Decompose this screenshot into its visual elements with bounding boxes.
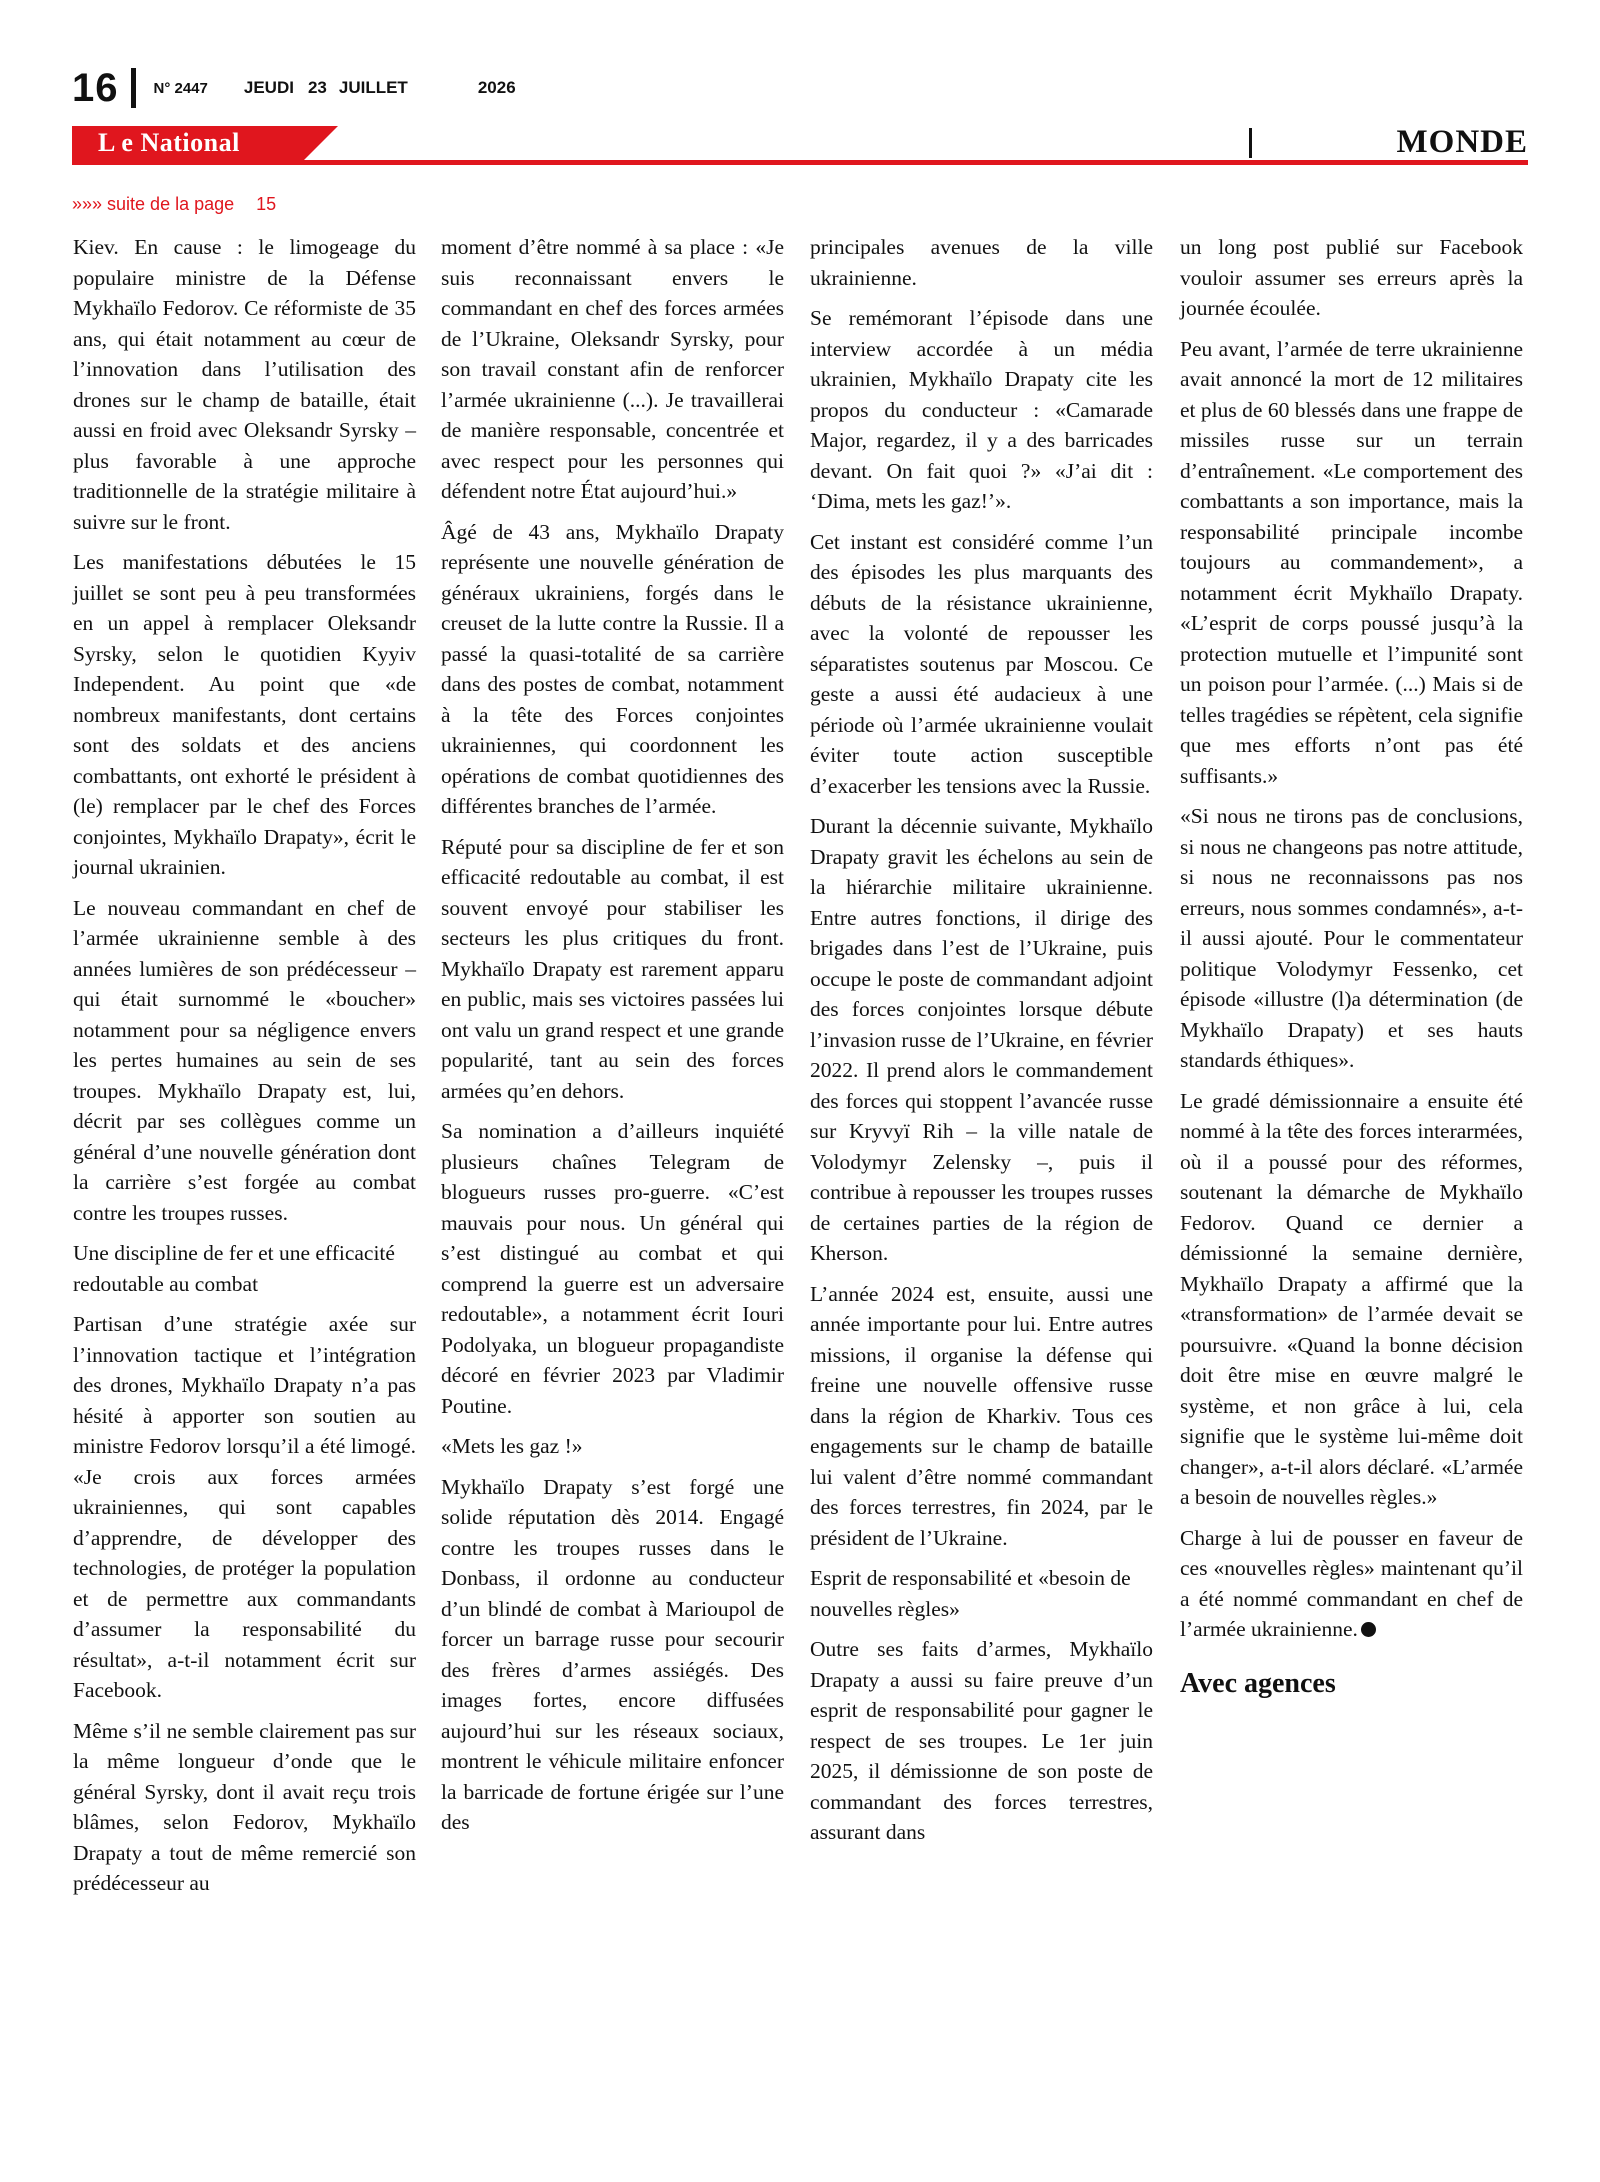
paragraph: «Si nous ne tirons pas de conclusions, si nous ne changeons pas notre attitude, si nous ne reconnaissons pas nos erreurs, nous sommes condamnés», a-t-il aussi ajouté. Pour le commentateur politique Volodymyr Fessenko, cet épisode «illustre (l)a détermination (de Mykhaïlo Drapaty) et ses hauts standards éthiques». [1180,804,1523,1072]
paragraph: Se remémorant l’épisode dans une interview accordée à un média ukrainien, Mykhaïlo Drapaty cite les propos du conducteur : «Camarade Major, regardez, il y a des barricades devant. On fait quoi ?» «J’ai dit : ‘Dima, mets les gaz!’». [810,306,1153,513]
brand-tab-slant [302,126,338,162]
continued-label: »»» suite de la page [72,194,235,214]
article-column-4 [1180,232,1523,1699]
subheading: Esprit de responsabilité et «besoin de nouvelles règles» [810,1566,1131,1621]
paragraph: principales avenues de la ville ukrainienne. [810,235,1153,290]
header-separator [131,68,136,108]
continued-page: 15 [256,194,277,214]
paragraph: Le gradé démissionnaire a ensuite été nommé à la tête des forces interarmées, où il a poussé pour des réformes, soutenant la démarche de Mykhaïlo Fedorov. Quand ce dernier a démissionné la semaine dernière, Mykhaïlo Drapaty a affirmé que la «transformation» de l’armée devait se poursuivre. «Quand la bonne décision doit être mise en œuvre malgré le système, et non grâce à lui, cela signifie que le système lui-même doit changer», a-t-il alors déclaré. «L’armée a besoin de nouvelles règles.» [1180,1088,1523,1509]
date-month: JUILLET [338,78,408,97]
paragraph: L’année 2024 est, ensuite, aussi une année importante pour lui. Entre autres missions, il organise la défense qui freine une nouvelle offensive russe dans la région de Kharkiv. Tous ces engagements sur le champ de bataille lui valent d’être nommé commandant des forces terrestres, fin 2024, par le président de l’Ukraine. [810,1281,1153,1550]
end-of-article-icon [1361,1622,1376,1637]
header-rule [72,160,1528,165]
paragraph: moment d’être nommé à sa place : «Je suis reconnaissant envers le commandant en chef des forces armées de l’Ukraine, Oleksandr Syrsky, pour son travail constant afin de renforcer l’armée ukrainienne (...). Je travaillerai de manière responsable, concentrée et avec respect pour les personnes qui défendent notre État aujourd’hui.» [441,235,784,503]
paragraph: Les manifestations débutées le 15 juillet se sont peu à peu transformées en un appel à remplacer Oleksandr Syrsky, selon le quotidien Kyyiv Independent. Au point que «de nombreux manifestants, dont certains sont des soldats et des anciens combattants, ont exhorté le président à (le) remplacer par le chef des Forces conjointes, Mykhaïlo Drapaty», écrit le journal ukrainien. [73,550,416,879]
page-number: 16 [72,65,119,110]
weekday: JEUDI [243,78,294,97]
paragraph: Âgé de 43 ans, Mykhaïlo Drapaty représente une nouvelle génération de généraux ukrainiens, forgés dans le creuset de la lutte contre la Russie. Il a passé la quasi-totalité de sa carrière dans des postes de combat, notamment à la tête des Forces conjointes ukrainiennes, qui coordonnent les opérations de combat quotidiennes des différentes branches de l’armée. [441,519,784,818]
paragraph: Partisan d’une stratégie axée sur l’innovation tactique et l’intégration des drones, Mykhaïlo Drapaty n’a pas hésité à apporter son soutien au ministre Fedorov lorsqu’il a été limogé. «Je crois aux forces armées ukrainiennes, qui sont capables d’apprendre, de développer des technologies, de protéger la population et de permettre aux commandants d’assumer la responsabilité du résultat», a-t-il notamment écrit sur Facebook. [73,1312,416,1702]
final-paragraph [1180,1523,1523,1645]
subheading: «Mets les gaz !» [441,1434,583,1458]
date-day: 23 [307,78,327,97]
newspaper-logo: L e National [98,128,240,157]
article-column-1 [73,232,416,1909]
paragraph: un long post publié sur Facebook vouloir assumer ses erreurs après la journée écoulée. [1180,235,1523,320]
paragraph: Outre ses faits d’armes, Mykhaïlo Drapaty a aussi su faire preuve d’un esprit de responsabilité pour gagner le respect de ses troupes. Le 1er juin 2025, il démissionne de son poste de commandant des forces terrestres, assurant dans [810,1637,1153,1844]
brand-bar [72,126,1528,166]
issue-number: N° 2447 [153,79,208,97]
paragraph: Réputé pour sa discipline de fer et son efficacité redoutable au combat, il est souvent envoyé pour stabiliser les secteurs les plus critiques du front. Mykhaïlo Drapaty est rarement apparu en public, mais ses victoires passées lui ont valu un grand respect et une grande popularité, tant au sein des forces armées qu’en dehors. [441,834,784,1103]
paragraph: Sa nomination a d’ailleurs inquiété plusieurs chaînes Telegram de blogueurs russes pro-guerre. «C’est mauvais pour nous. Un général qui s’est distingué au combat et qui comprend la guerre est un adversaire redoutable», a notamment écrit Iouri Podolyaka, un blogueur propagandiste décoré en février 2023 par Vladimir Poutine. [441,1119,784,1418]
subheading: Une discipline de fer et une efficacité redoutable au combat [73,1241,395,1296]
page-header [72,64,546,112]
paragraph: Cet instant est considéré comme l’un des épisodes les plus marquants des débuts de la résistance ukrainienne, avec la volonté de repousser les séparatistes soutenus par Moscou. Ce geste a aussi été audacieux à une période où l’armée ukrainienne voulait éviter toute action susceptible d’exacerber les tensions avec la Russie. [810,529,1153,798]
paragraph: Peu avant, l’armée de terre ukrainienne avait annoncé la mort de 12 militaires et plus de 60 blessés dans une frappe de missiles russe sur un terrain d’entraînement. «Le comportement des combattants a son importance, mais la responsabilité principale incombe toujours au commandement», a notamment écrit Mykhaïlo Drapaty. «L’esprit de corps poussé jusqu’à la protection mutuelle et l’impunité sont un poison pour l’armée. (...) Mais si de telles tragédies se répètent, cela signifie que mes efforts n’ont pas été suffisants.» [1180,336,1523,788]
article-column-2 [441,232,784,1848]
date-year: 2026 [477,78,516,97]
paragraph: Le nouveau commandant en chef de l’armée ukrainienne semble à des années lumières de son prédécesseur – qui était surnommé le «boucher» notamment pour sa négligence envers les pertes humaines au sein de ses troupes. Mykhaïlo Drapaty est, lui, décrit par ses collègues comme un général d’une nouvelle génération dont la carrière s’est forgée au combat contre les troupes russes. [73,895,416,1225]
section-divider [1249,128,1252,158]
paragraph: Mykhaïlo Drapaty s’est forgé une solide réputation dès 2014. Engagé contre les troupes russes dans le Donbass, il ordonne au conducteur d’un blindé de combat à Marioupol de forcer un barrage russe pour secourir des frères d’armes assiégés. Des images fortes, encore diffusées aujourd’hui sur les réseaux sociaux, montrent le véhicule militaire enfoncer la barricade de fortune érigée sur l’une des [441,1474,784,1834]
article-column-3 [810,232,1153,1858]
article-signature: Avec agences [1180,1667,1336,1699]
continued-from [72,194,276,215]
paragraph: Durant la décennie suivante, Mykhaïlo Drapaty gravit les échelons au sein de la hiérarchie militaire ukrainienne. Entre autres fonctions, il dirige des brigades dans l’est de l’Ukraine, puis occupe le poste de commandant adjoint des forces conjointes lorsque débute l’invasion russe de l’Ukraine, en février 2022. Il prend alors le commandement des forces qui stoppent l’avancée russe sur Kryvyï Rih – la ville natale de Volodymyr Zelensky –, puis il contribue à repousser les troupes russes de certaines parties de la région de Kherson. [810,814,1153,1265]
final-paragraph-text: Charge à lui de pousser en faveur de ces «nouvelles règles» maintenant qu’il a été nommé commandant en chef de l’armée ukrainienne. [1180,1525,1523,1641]
paragraph: Kiev. En cause : le limogeage du populaire ministre de la Défense Mykhaïlo Fedorov. Ce réformiste de 35 ans, qui était notamment au cœur de l’innovation dans l’utilisation des drones sur le champ de bataille, était aussi en froid avec Oleksandr Syrsky – plus favorable à une approche traditionnelle de la stratégie militaire à suivre sur le front. [73,235,416,534]
section-title: MONDE [1396,124,1528,160]
paragraph: Même s’il ne semble clairement pas sur la même longueur d’onde que le général Syrsky, dont il avait reçu trois blâmes, selon Fedorov, Mykhaïlo Drapaty a tout de même remercié son prédécesseur au [73,1718,416,1895]
